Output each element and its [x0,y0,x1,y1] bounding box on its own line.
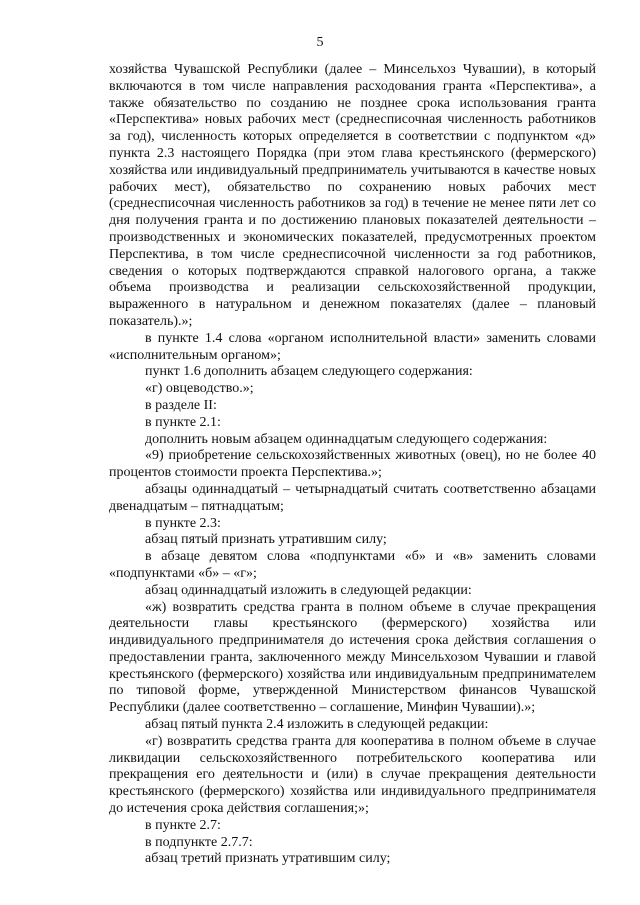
paragraph-abzac-3-void: абзац третий признать утратившим силу; [145,851,391,867]
paragraph-new-abzac-11: дополнить новым абзацем одиннадцатым следующего содержания: [145,431,548,447]
paragraph-item-2-3: в пункте 2.3: [145,515,221,531]
paragraph-item-g-cooperative: «г) возвратить средства гранта для кооператива в полном объеме в случае ликвидации сельскохозяйственного потребительского кооператива или прекращения его деятельности и (или) в случае прекращения деятельности крестьянского (фермерского) хозяйства или индивидуального предпринимателя до истечения срока действия соглашения;»; [109,733,596,817]
paragraph-renumber-abzacs: абзацы одиннадцатый – четырнадцатый считать соответственно абзацами двенадцатым – пятнадцатым; [109,481,596,514]
paragraph-item-2-4-abzac-5: абзац пятый пункта 2.4 изложить в следующей редакции: [145,717,489,733]
paragraph-item-zh-return-grant: «ж) возвратить средства гранта в полном объеме в случае прекращения деятельности главы крестьянского (фермерского) хозяйства или индивидуального предпринимателя до истечения срока действия соглашения о предоставлении гранта, заключенного между Минсельхозом Чувашии и главой крестьянского (фермерского) хозяйства или индивидуальным предпринимателем по типовой форме, утвержденной Министерством финансов Чувашской Республики (далее соответственно – соглашение, Минфин Чувашии).»; [109,599,596,716]
paragraph-item-1-6: пункт 1.6 дополнить абзацем следующего содержания: [145,364,473,380]
paragraph-item-2-1: в пункте 2.1: [145,414,221,430]
paragraph-subitem-2-7-7: в подпункте 2.7.7: [145,834,253,850]
paragraph-ovtsevodstvo: «г) овцеводство.»; [145,381,254,397]
paragraph-abzac-5-void: абзац пятый признать утратившим силу; [145,532,387,548]
paragraph-abzac-9-replace: в абзаце девятом слова «подпунктами «б» и «в» заменить словами «подпунктами «б» – «г»; [109,549,596,581]
paragraph-item-1-4: в пункте 1.4 слова «органом исполнительной власти» заменить словами «исполнительным органом»; [109,330,596,363]
paragraph-minselkhoz-definition: хозяйства Чувашской Республики (далее – Минсельхоз Чувашии), в который включаются в том числе направления расходования гранта «Перспектива», а также обязательство по созданию не позднее срока использования гранта «Перспектива» новых рабочих мест (среднесписочная численность работников за год), численность которых определяется в соответствии с подпунктом «д» пункта 2.3 настоящего Порядка (при этом глава крестьянского (фермерского) хозяйства или индивидуальный предприниматель учитываются в качестве новых рабочих мест), обязательство по сохранению новых рабочих мест (среднесписочная численность работников за год) в течение не менее пяти лет со дня получения гранта и по достижению плановых показателей деятельности – производственных и экономических показателей, предусмотренных проектом Перспектива, в том числе среднесписочной численности за год работников, сведения о которых подтверждаются справкой налогового органа, а также объема производства и реализации сельскохозяйственной продукции, выраженного в натуральном и денежном показателях (далее – плановый показатель).»; [109,62,596,329]
paragraph-section-2: в разделе II: [145,397,217,413]
page-number: 5 [316,35,324,50]
paragraph-item-9-livestock: «9) приобретение сельскохозяйственных животных (овец), но не более 40 процентов стоимости проекта Перспектива.»; [109,448,596,481]
paragraph-abzac-11-new-wording: абзац одиннадцатый изложить в следующей редакции: [145,582,472,598]
paragraph-item-2-7: в пункте 2.7: [145,817,221,833]
document-body [109,62,596,868]
